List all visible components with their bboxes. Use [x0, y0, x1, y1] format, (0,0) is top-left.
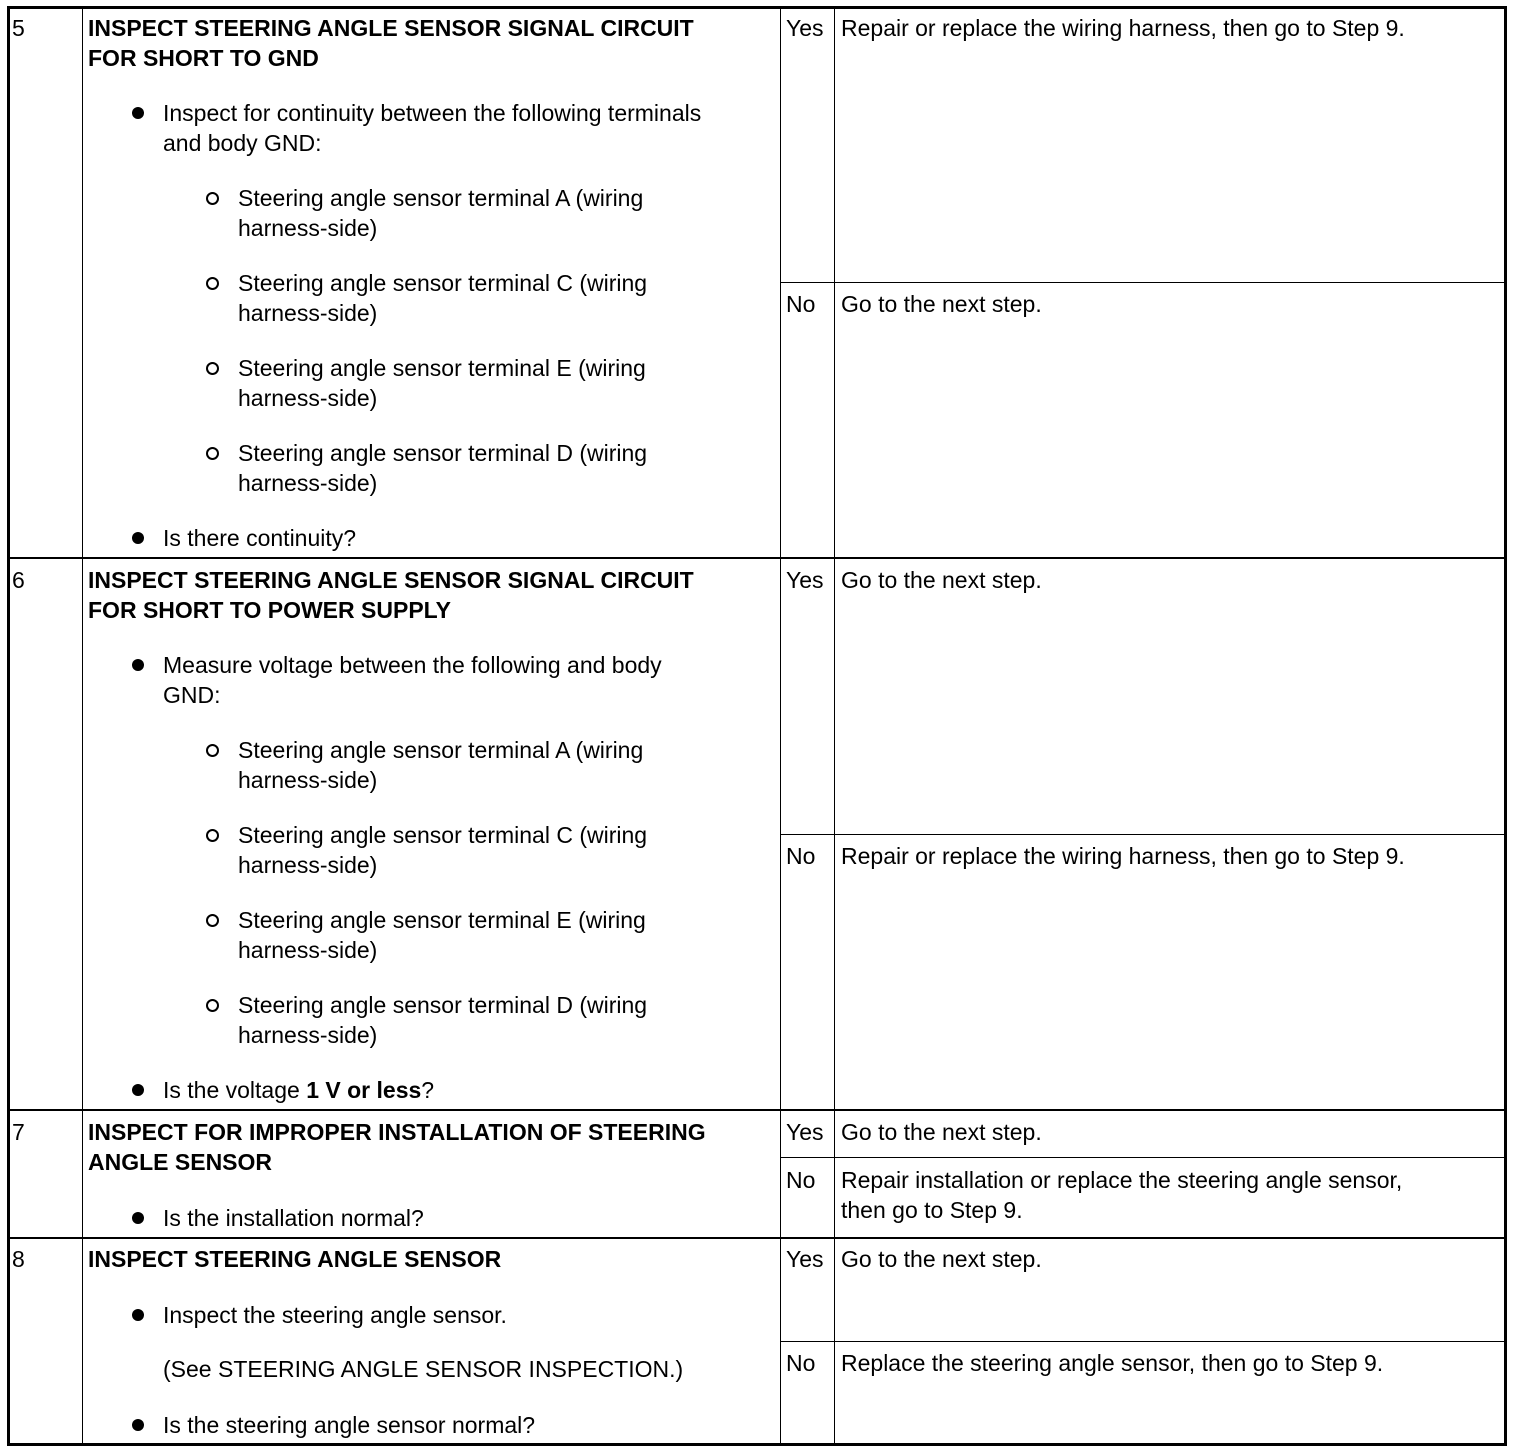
- sub-bullet-icon: [206, 362, 219, 375]
- yes-action: Repair or replace the wiring harness, then go to Step 9.: [841, 15, 1405, 41]
- no-label: No: [786, 291, 816, 317]
- sub-item-text: harness-side): [238, 300, 378, 326]
- sub-item-text: harness-side): [238, 215, 378, 241]
- step-number: 6: [12, 567, 25, 593]
- yes-no-divider: [780, 1157, 1505, 1158]
- yes-no-divider: [780, 1341, 1505, 1342]
- column-divider: [780, 8, 781, 1444]
- bullet-icon: [132, 107, 144, 119]
- reference-note: (See STEERING ANGLE SENSOR INSPECTION.): [163, 1356, 684, 1382]
- sub-item-text: Steering angle sensor terminal A (wiring: [238, 737, 644, 763]
- no-label: No: [786, 843, 816, 869]
- instruction-text: and body GND:: [163, 130, 322, 156]
- step-title: FOR SHORT TO POWER SUPPLY: [88, 597, 451, 623]
- row-divider: [8, 557, 1505, 559]
- step-title: ANGLE SENSOR: [88, 1149, 273, 1175]
- step-number: 7: [12, 1119, 25, 1145]
- question-text: Is there continuity?: [163, 525, 357, 551]
- step-title: INSPECT STEERING ANGLE SENSOR SIGNAL CIRCUIT: [88, 567, 694, 593]
- yes-label: Yes: [786, 1119, 824, 1145]
- sub-item-text: harness-side): [238, 767, 378, 793]
- yes-action: Go to the next step.: [841, 1119, 1042, 1145]
- instruction-text: Inspect for continuity between the following terminals: [163, 100, 702, 126]
- sub-item-text: Steering angle sensor terminal E (wiring: [238, 907, 646, 933]
- instruction-text: GND:: [163, 682, 221, 708]
- sub-bullet-icon: [206, 192, 219, 205]
- column-divider: [82, 8, 83, 1444]
- yes-label: Yes: [786, 567, 824, 593]
- sub-item-text: harness-side): [238, 385, 378, 411]
- no-label: No: [786, 1350, 816, 1376]
- sub-item-text: harness-side): [238, 937, 378, 963]
- sub-item-text: Steering angle sensor terminal E (wiring: [238, 355, 646, 381]
- question-text: [163, 1075, 434, 1105]
- question-text: Is the steering angle sensor normal?: [163, 1412, 536, 1438]
- question-prefix: Is the voltage: [163, 1077, 307, 1103]
- yes-label: Yes: [786, 15, 824, 41]
- row-divider: [8, 1237, 1505, 1239]
- sub-item-text: Steering angle sensor terminal D (wiring: [238, 440, 648, 466]
- sub-bullet-icon: [206, 914, 219, 927]
- bullet-icon: [132, 1084, 144, 1096]
- instruction-text: Inspect the steering angle sensor.: [163, 1302, 507, 1328]
- step-title: FOR SHORT TO GND: [88, 45, 319, 71]
- yes-action: Go to the next step.: [841, 567, 1042, 593]
- no-label: No: [786, 1167, 816, 1193]
- voltage-spec: 1 V or less: [306, 1077, 422, 1103]
- yes-action: Go to the next step.: [841, 1246, 1042, 1272]
- sub-item-text: harness-side): [238, 852, 378, 878]
- sub-item-text: Steering angle sensor terminal C (wiring: [238, 822, 648, 848]
- step-number: 8: [12, 1246, 25, 1272]
- sub-item-text: harness-side): [238, 1022, 378, 1048]
- column-divider: [834, 8, 835, 1444]
- sub-item-text: Steering angle sensor terminal A (wiring: [238, 185, 644, 211]
- sub-item-text: Steering angle sensor terminal C (wiring: [238, 270, 648, 296]
- step-title: INSPECT FOR IMPROPER INSTALLATION OF STEERING: [88, 1119, 706, 1145]
- step-title: INSPECT STEERING ANGLE SENSOR: [88, 1246, 502, 1272]
- sub-bullet-icon: [206, 277, 219, 290]
- sub-item-text: Steering angle sensor terminal D (wiring: [238, 992, 648, 1018]
- sub-bullet-icon: [206, 829, 219, 842]
- question-text: Is the installation normal?: [163, 1205, 424, 1231]
- bullet-icon: [132, 1419, 144, 1431]
- no-action: Replace the steering angle sensor, then go to Step 9.: [841, 1350, 1384, 1376]
- step-number: 5: [12, 15, 25, 41]
- question-suffix: ?: [421, 1077, 435, 1103]
- yes-label: Yes: [786, 1246, 824, 1272]
- no-action: then go to Step 9.: [841, 1197, 1023, 1223]
- yes-no-divider: [780, 834, 1505, 835]
- bullet-icon: [132, 532, 144, 544]
- no-action: Go to the next step.: [841, 291, 1042, 317]
- no-action: Repair or replace the wiring harness, then go to Step 9.: [841, 843, 1405, 869]
- bullet-icon: [132, 1309, 144, 1321]
- yes-no-divider: [780, 282, 1505, 283]
- sub-item-text: harness-side): [238, 470, 378, 496]
- sub-bullet-icon: [206, 447, 219, 460]
- bullet-icon: [132, 659, 144, 671]
- step-title: INSPECT STEERING ANGLE SENSOR SIGNAL CIRCUIT: [88, 15, 694, 41]
- bullet-icon: [132, 1212, 144, 1224]
- sub-bullet-icon: [206, 999, 219, 1012]
- sub-bullet-icon: [206, 744, 219, 757]
- instruction-text: Measure voltage between the following and body: [163, 652, 662, 678]
- row-divider: [8, 1109, 1505, 1111]
- no-action: Repair installation or replace the steering angle sensor,: [841, 1167, 1403, 1193]
